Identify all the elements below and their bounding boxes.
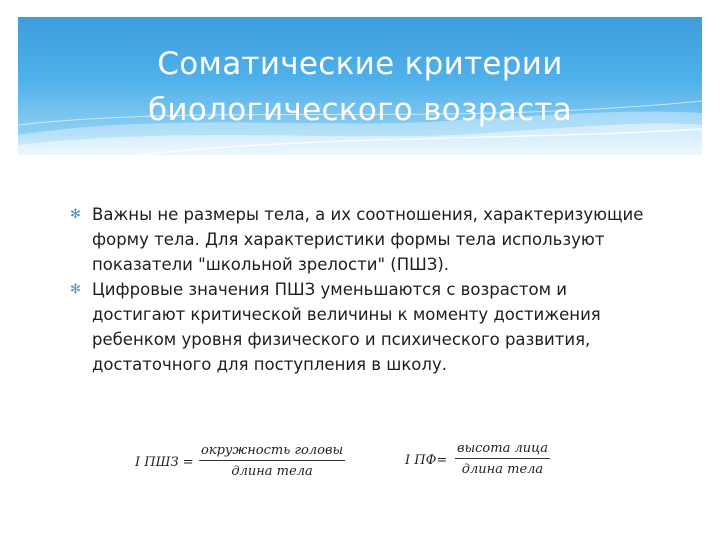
bullet-text-2: Цифровые значения ПШЗ уменьшаются с возрастом и достигают критической величины к моменту достижения ребенком уровня физического и психического развития, достаточного для поступления в школу.: [92, 280, 601, 374]
asterisk-icon: ✻: [70, 207, 81, 222]
formula-pf-fraction: [455, 441, 550, 477]
title-line-2: биологического возраста: [147, 92, 573, 128]
formula-pshz-denominator: длина тела: [231, 464, 313, 479]
asterisk-icon: ✻: [70, 282, 81, 297]
formula-pf-numerator: высота лица: [455, 441, 550, 459]
formula-pshz: [135, 443, 355, 483]
formula-pshz-numerator: окружность головы: [199, 443, 345, 461]
formula-pf-lhs: I ПФ=: [405, 453, 448, 468]
bullet-item-1: [70, 202, 650, 277]
bullet-item-2: [70, 277, 650, 377]
title-line-1: Соматические критерии: [157, 46, 563, 82]
slide-title: [18, 41, 702, 133]
formula-pshz-fraction: [199, 443, 345, 479]
formula-pshz-lhs: I ПШЗ =: [135, 455, 194, 470]
bullet-text-1: Важны не размеры тела, а их соотношения, характеризующие форму тела. Для характеристики формы тела используют показатели "школьной зрелости" (ПШЗ).: [92, 205, 644, 274]
formula-pf: [405, 441, 565, 481]
formula-pf-denominator: длина тела: [461, 462, 544, 477]
title-banner: [18, 17, 702, 155]
bullet-list: [70, 202, 650, 377]
